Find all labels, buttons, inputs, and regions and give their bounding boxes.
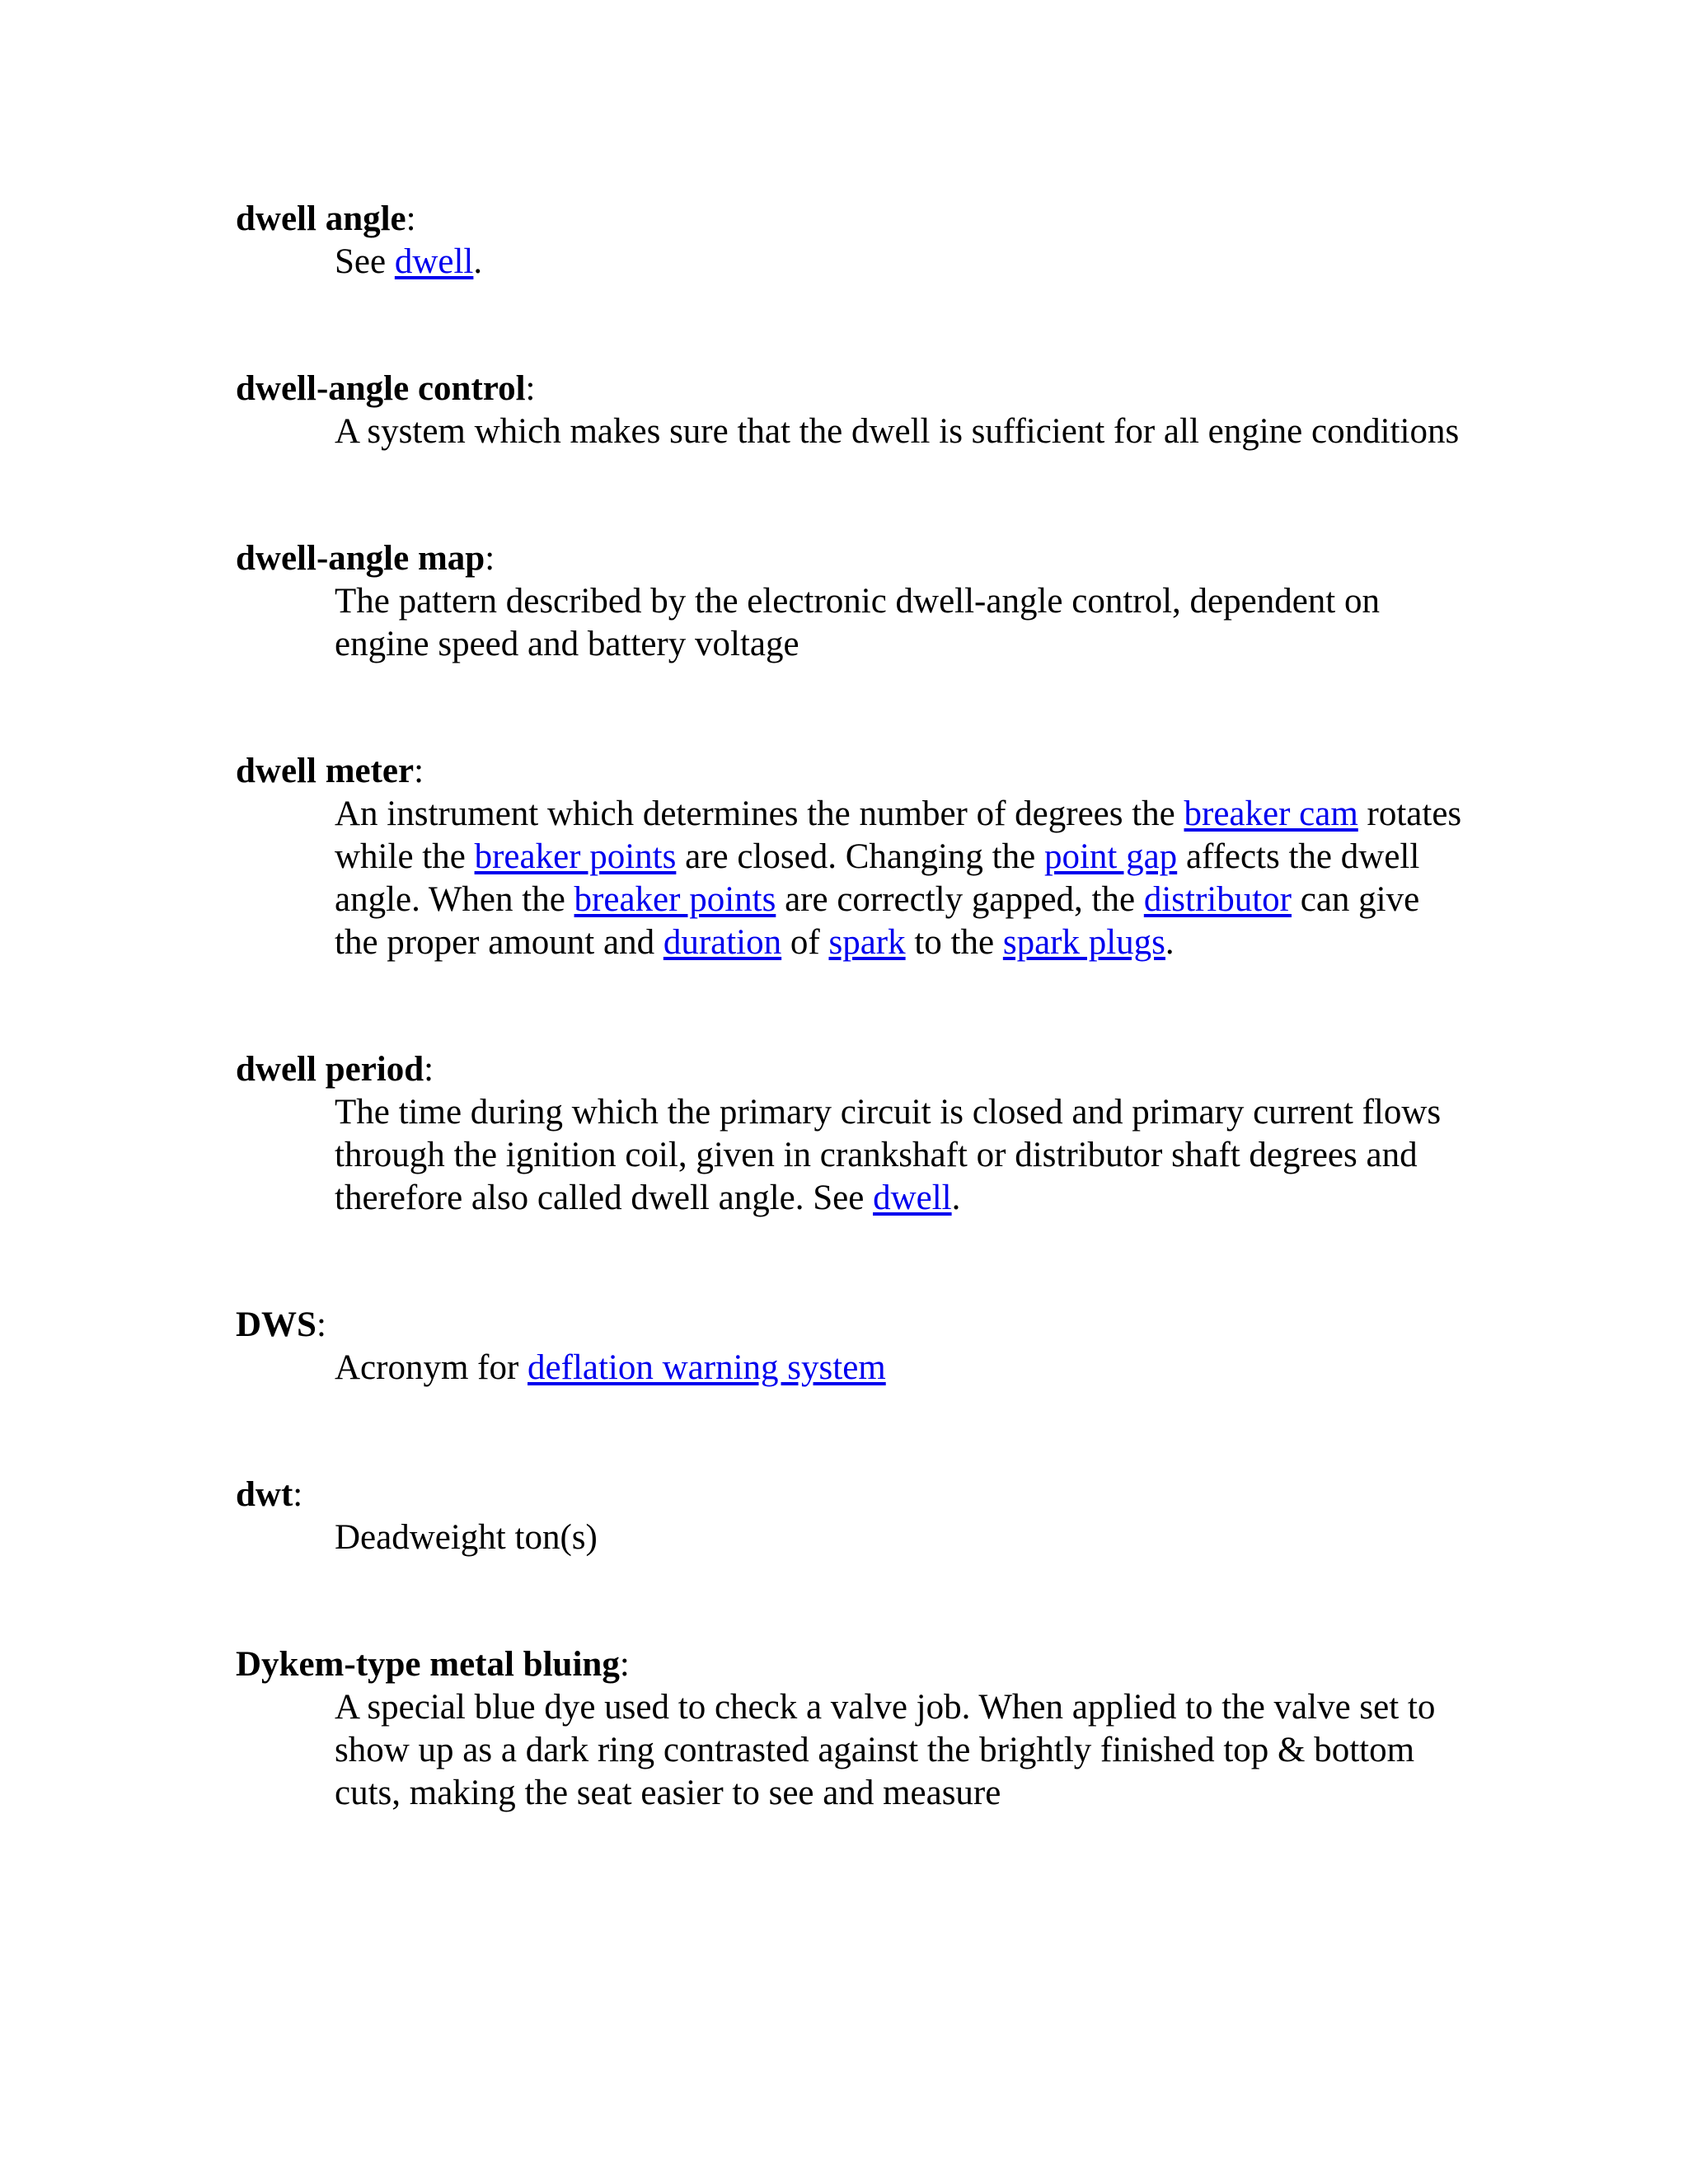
definition-text: Deadweight ton(s) [335, 1518, 598, 1557]
definition-text: A special blue dye used to check a valve job. When applied to the valve set to show up as a dark ring contrasted against the brightly finished top & bottom cuts, making the seat easier to see and measure [335, 1688, 1436, 1812]
definition-text: affects the dwell angle. When the [335, 837, 1420, 919]
glossary-entry [236, 198, 1489, 284]
term-line [236, 1048, 1489, 1091]
term-dwell-period: dwell period [236, 1050, 424, 1089]
glossary-page [236, 198, 1489, 1815]
term-colon: : [414, 752, 424, 790]
link-spark[interactable]: spark [828, 923, 906, 962]
term-dwell-meter: dwell meter [236, 752, 415, 790]
term-colon: : [293, 1475, 303, 1514]
link-spark-plugs[interactable]: spark plugs [1002, 923, 1165, 962]
definition-text: A system which makes sure that the dwell is sufficient for all engine conditions [335, 412, 1460, 451]
term-dwell-angle-control: dwell-angle control [236, 369, 526, 408]
link-point-gap[interactable]: point gap [1043, 837, 1178, 876]
glossary-entry [236, 368, 1489, 453]
link-deflation-warning-system[interactable]: deflation warning system [528, 1348, 886, 1387]
term-dwell-angle-map: dwell-angle map [236, 539, 485, 578]
term-colon: : [406, 199, 416, 238]
term-line [236, 1474, 1489, 1516]
definition-text: are closed. Changing the [676, 837, 1044, 876]
definition [335, 1686, 1464, 1815]
definition-text: An instrument which determines the number of degrees the [335, 794, 1184, 833]
term-colon: : [424, 1050, 434, 1089]
definition [335, 241, 1464, 284]
definition-text: Acronym for [335, 1348, 528, 1387]
link-breaker-cam[interactable]: breaker cam [1184, 794, 1358, 833]
glossary-entry [236, 1474, 1489, 1559]
definition-text: can give the proper amount and [335, 880, 1420, 962]
term-line [236, 1304, 1489, 1347]
glossary-entry [236, 1643, 1489, 1815]
glossary-entry [236, 750, 1489, 964]
definition-text: of [781, 923, 829, 962]
term-line [236, 198, 1489, 241]
link-breaker-points[interactable]: breaker points [474, 837, 677, 876]
definition-text: to the [905, 923, 1003, 962]
term-line [236, 1643, 1489, 1686]
definition-text: See [335, 242, 395, 281]
term-dwell-angle: dwell angle [236, 199, 406, 238]
definition-text: The pattern described by the electronic dwell-angle control, dependent on engine speed and battery voltage [335, 582, 1380, 663]
term-line [236, 537, 1489, 580]
link-duration[interactable]: duration [663, 923, 782, 962]
definition [335, 410, 1464, 453]
definition-text: . [473, 242, 483, 281]
glossary-entry [236, 1304, 1489, 1390]
definition-text: are correctly gapped, the [776, 880, 1144, 919]
definition [335, 1516, 1464, 1559]
term-dwt: dwt [236, 1475, 293, 1514]
term-line [236, 750, 1489, 793]
link-distributor[interactable]: distributor [1143, 880, 1292, 919]
term-dws: DWS [236, 1305, 316, 1344]
link-dwell[interactable]: dwell [394, 242, 474, 281]
definition-text: The time during which the primary circuit is closed and primary current flows through the ignition coil, given in crankshaft or distributor shaft degrees and therefore also called dwell angle. See [335, 1093, 1442, 1217]
definition [335, 1347, 1464, 1390]
definition [335, 580, 1464, 666]
definition-text: rotates while the [335, 794, 1462, 876]
link-breaker-points[interactable]: breaker points [574, 880, 776, 919]
glossary-entry [236, 1048, 1489, 1220]
term-colon: : [619, 1645, 630, 1684]
term-colon: : [485, 539, 495, 578]
term-colon: : [525, 369, 536, 408]
definition-text: . [1165, 923, 1175, 962]
definition [335, 793, 1464, 964]
link-dwell[interactable]: dwell [873, 1179, 952, 1217]
term-colon: : [316, 1305, 326, 1344]
glossary-entry [236, 537, 1489, 666]
term-line [236, 368, 1489, 410]
definition [335, 1091, 1464, 1220]
definition-text: . [951, 1179, 961, 1217]
term-dykem-type-metal-bluing: Dykem-type metal bluing [236, 1645, 620, 1684]
